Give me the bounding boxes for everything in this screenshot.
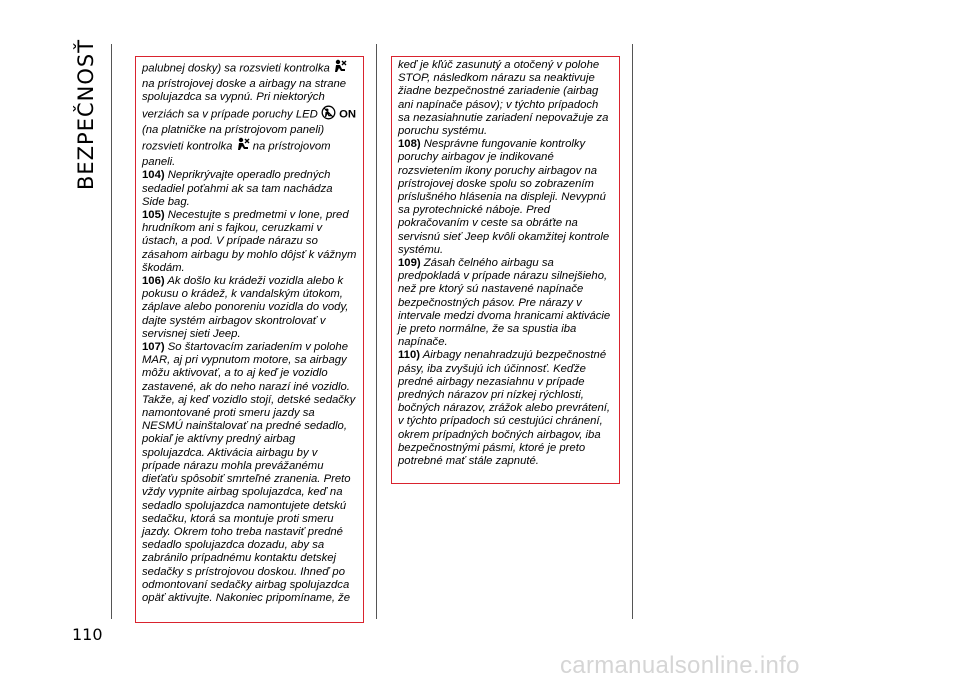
note-107: 107) So štartovacím zariadením v polohe MAR, aj pri vypnutom motore, sa airbagy môžu aktivovať, a to aj keď je vozidlo zastavené, ak do neho narazí iné vozidlo. Takže, aj keď vozidlo stojí, detské sedačky namontované proti smeru jazdy sa NESMÚ nainštalovať na predné sedadlo, pokiaľ je aktívny predný airbag spolujazdca. Aktivácia airbagu by v prípade nárazu mohla prevážanému dieťaťu spôsobiť smrteľné zranenia. Preto vždy vypnite airbag spolujazdca, keď na sedadlo spolujazdca namontujete detskú sedačku, ktorá sa montuje proti smeru jazdy. Okrem toho treba nastaviť predné sedadlo spolujazdca dozadu, aby sa zabránilo prípadnému kontaktu detskej sedačky s prístrojovou doskou. Ihneď po odmontovaní sedačky airbag spolujazdca opäť aktivujte. Nakoniec pripomíname, že	[142, 341, 356, 604]
note-104: 104) Neprikrývajte operadlo predných sedadiel poťahmi ak sa tam nachádza Side bag.	[142, 169, 333, 208]
intro-text-4: na prístrojovom paneli.	[142, 140, 331, 169]
passenger-airbag-off-icon	[333, 59, 347, 78]
column-divider-right	[632, 44, 633, 619]
watermark: carmanualsonline.info	[560, 652, 800, 679]
note-108: 108) Nesprávne fungovanie kontrolky poruchy airbagov je indikované rozsvietením ikony poruchy airbagov na prístrojovej doske spolu so zobrazením príslušného hlásenia na displeji. Nevypnú sa pyrotechnické náboje. Pred pokračovaním v ceste sa obráťte na servisnú sieť Jeep kvôli okamžitej kontrole systému.	[398, 138, 610, 256]
note-110: 110) Airbagy nenahradzujú bezpečnostné pásy, iba zvyšujú ich účinnosť. Keďže predné airbagy nezasiahnu v prípade predných nárazov pri nízkej rýchlosti, bočných nárazov, zrážok alebo prevrátení, v týchto prípadoch sú cestujúci chránení, okrem prípadných bočných airbagov, iba bezpečnostnými pásmi, ktoré je preto potrebné mať stále zapnuté.	[398, 349, 611, 468]
warning-box-right	[391, 56, 620, 484]
intro-text-2: na prístrojovej doske a airbagy na strane spolujazdca sa vypnú. Pri niektorých verziách sa v prípade poruchy LED	[142, 78, 347, 121]
note-106: 106) Ak došlo ku krádeži vozidla alebo k pokusu o krádež, k vandalským útokom, záplave alebo ponoreniu vozidla do vody, dajte systém airbagov skontrolovať v servisnej sieti Jeep.	[142, 275, 349, 340]
intro-paragraph	[142, 59, 357, 169]
note-105: 105) Necestujte s predmetmi v lone, pred hrudníkom ani s fajkou, ceruzkami v ústach, a pod. V prípade nárazu so zásahom airbagu by mohlo dôjsť k vážnym škodám.	[142, 209, 357, 274]
note-109: 109) Zásah čelného airbagu sa predpokladá v prípade nárazu silnejšieho, než pre ktorý sú nastavené napínače bezpečnostných pásov. Pre nárazy v intervale medzi dvoma hranicami aktivácie je preto normálne, že sa spustia iba napínače.	[398, 257, 611, 349]
column-divider	[376, 44, 377, 619]
on-label: ON	[339, 108, 357, 121]
page-number: 110	[72, 625, 103, 644]
intro-text-3: (na platničke na prístrojovom paneli) rozsvieti kontrolka	[142, 123, 325, 153]
intro-text-1: palubnej dosky) sa rozsvieti kontrolka	[142, 62, 330, 75]
passenger-airbag-off-icon	[236, 137, 250, 156]
section-title: BEZPEČNOSŤ	[74, 38, 98, 190]
title-divider	[111, 44, 112, 619]
airbag-fault-led-icon	[321, 105, 336, 124]
continuation-paragraph: keď je kľúč zasunutý a otočený v polohe STOP, následkom nárazu sa neaktivuje žiadne bezpečnostné zariadenie (airbag ani napínače pásov); v týchto prípadoch sa nezasiahnutie zariadení nepovažuje za poruchu systému.	[398, 59, 609, 138]
warning-box-left	[135, 56, 364, 623]
